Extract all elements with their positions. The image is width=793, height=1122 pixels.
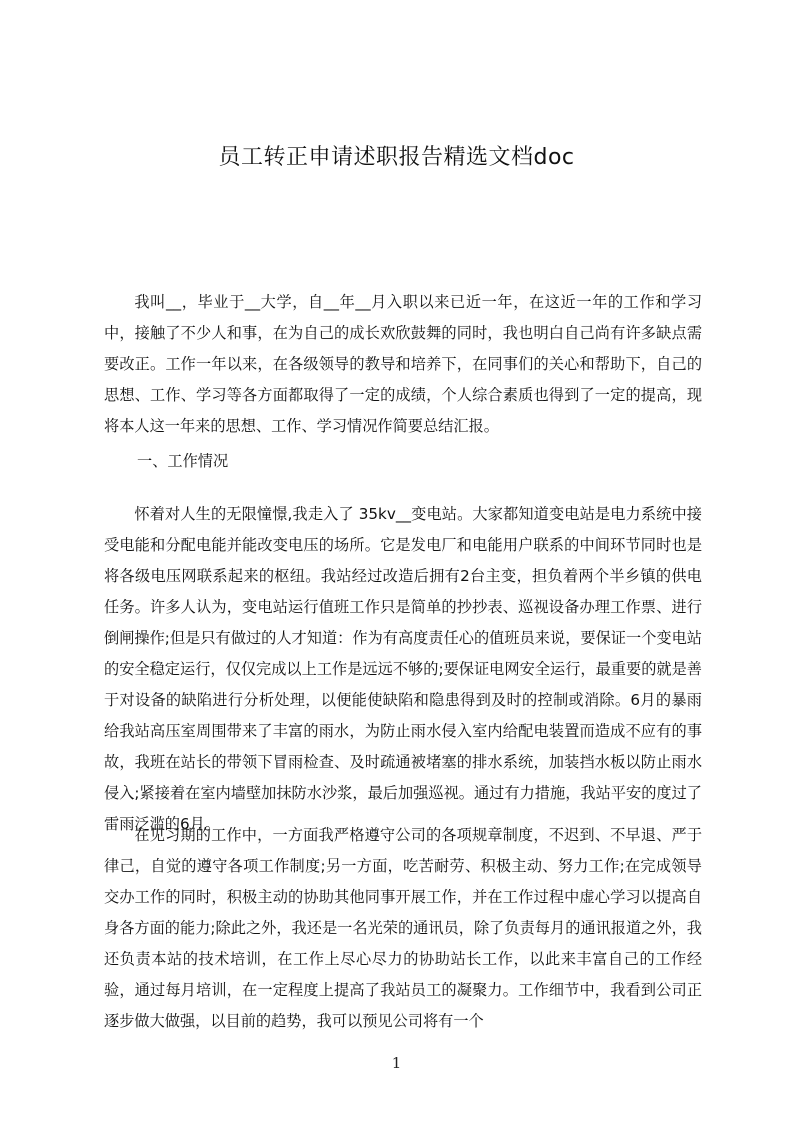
- document-title: 员工转正申请述职报告精选文档doc: [218, 145, 575, 170]
- intro-paragraph: 我叫__，毕业于__大学，自__年__月入职以来已近一年，在这近一年的工作和学习中，接触了不少人和事，在为自己的成长欢欣鼓舞的同时，我也明白自己尚有许多缺点需要改正。工作一年以来，在各级领导的教导和培养下，在同事们的关心和帮助下，自己的思想、工作、学习等各方面都取得了一定的成绩，个人综合素质也得到了一定的提高，现将本人这一年来的思想、工作、学习情况作简要总结汇报。: [104, 293, 702, 435]
- page-number: 1: [391, 1054, 402, 1072]
- section-heading: 一、工作情况: [137, 452, 229, 470]
- internship-paragraph: 在见习期的工作中，一方面我严格遵守公司的各项规章制度，不迟到、不早退、严于律己，自觉的遵守各项工作制度;另一方面，吃苦耐劳、积极主动、努力工作;在完成领导交办工作的同时，积极主动的协助其他同事开展工作，并在工作过程中虚心学习以提高自身各方面的能力;除此之外，我还是一名光荣的通讯员，除了负责每月的通讯报道之外，我还负责本站的技术培训，在工作上尽心尽力的协助站长工作，以此来丰富自己的工作经验，通过每月培训，在一定程度上提高了我站员工的凝聚力。工作细节中，我看到公司正逐步做大做强，以目前的趋势，我可以预见公司将有一个: [104, 826, 702, 1030]
- work-situation-paragraph: 怀着对人生的无限憧憬,我走入了 35kv__变电站。大家都知道变电站是电力系统中接受电能和分配电能并能改变电压的场所。它是发电厂和电能用户联系的中间环节同时也是将各级电压网联系起来的枢纽。我站经过改造后拥有2台主变，担负着两个半乡镇的供电任务。许多人认为，变电站运行值班工作只是简单的抄抄表、巡视设备办理工作票、进行倒闸操作;但是只有做过的人才知道：作为有高度责任心的值班员来说，要保证一个变电站的安全稳定运行，仅仅完成以上工作是远远不够的;要保证电网安全运行，最重要的就是善于对设备的缺陷进行分析处理，以便能使缺陷和隐患得到及时的控制或消除。6月的暴雨给我站高压室周围带来了丰富的雨水，为防止雨水侵入室内给配电装置而造成不应有的事故，我班在站长的带领下冒雨检查、及时疏通被堵塞的排水系统，加装挡水板以防止雨水侵入;紧接着在室内墙壁加抹防水沙浆，最后加强巡视。通过有力措施，我站平安的度过了雷雨泛滥的6月。: [104, 505, 702, 833]
